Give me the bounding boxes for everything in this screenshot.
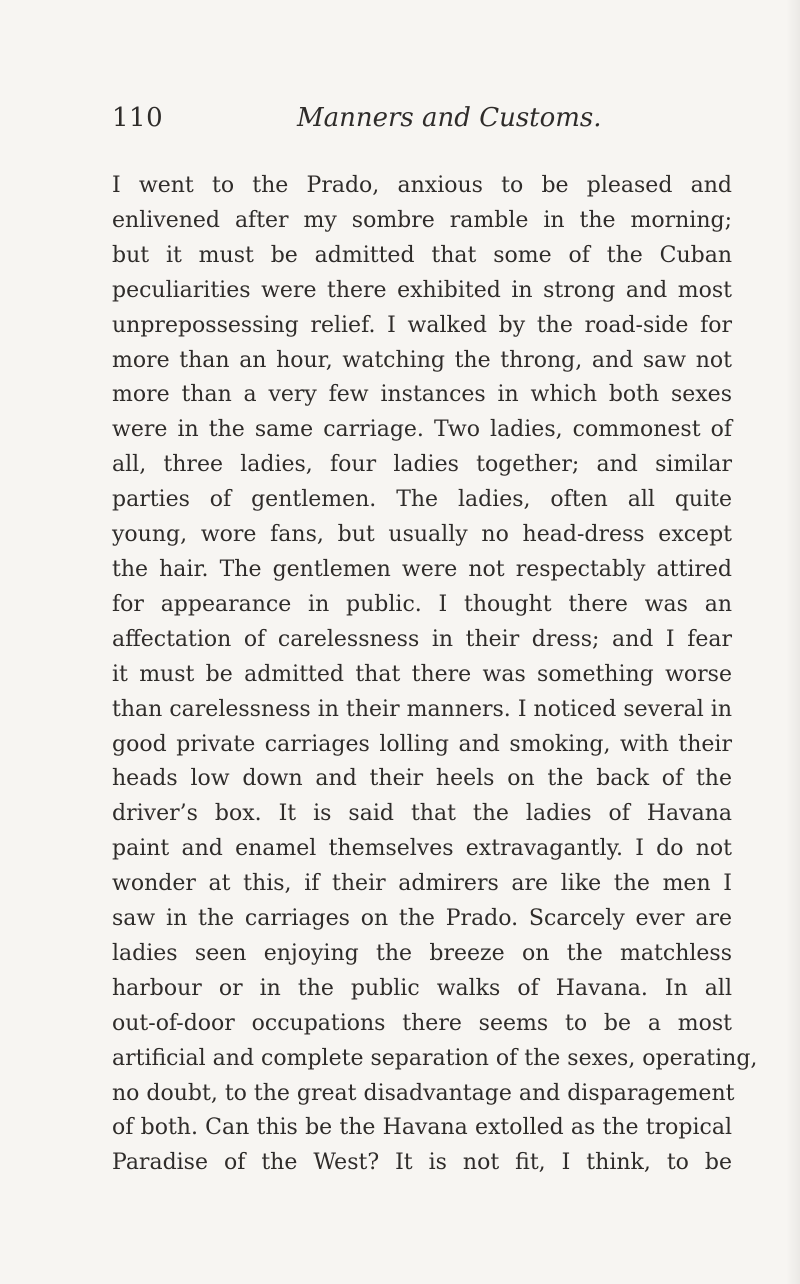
text-line: peculiarities were there exhibited in strong and most [112,277,732,303]
text-line: it must be admitted that there was something worse [112,661,732,687]
page-number: 110 [112,103,164,133]
text-line: saw in the carriages on the Prado. Scarcely ever are [112,906,732,932]
text-line: than carelessness in their manners. I noticed several in [112,696,732,722]
text-line: the hair. The gentlemen were not respectably attired [112,556,732,582]
text-line: all, three ladies, four ladies together; and similar [112,452,732,478]
page-header [112,103,732,143]
text-line: were in the same carriage. Two ladies, commonest of [112,417,732,443]
text-line: young, wore fans, but usually no head-dress except [112,522,732,548]
text-line: artificial and complete separation of the sexes, operating, [112,1045,758,1071]
text-line: Paradise of the West? It is not fit, I think, to be [112,1150,732,1176]
text-line: more than an hour, watching the throng, and saw not [112,347,732,373]
text-line: out-of-door occupations there seems to be a most [112,1010,732,1036]
text-line: of both. Can this be the Havana extolled as the tropical [112,1115,732,1141]
text-line: wonder at this, if their admirers are like the men I [112,871,732,897]
text-line: good private carriages lolling and smoking, with their [112,731,732,757]
text-line: driver’s box. It is said that the ladies of Havana [112,801,732,827]
text-line: affectation of carelessness in their dress; and I fear [112,626,732,652]
text-line: but it must be admitted that some of the Cuban [112,242,732,268]
text-line: more than a very few instances in which both sexes [112,382,732,408]
body-paragraph [112,169,758,1181]
text-line: no doubt, to the great disadvantage and disparagement [112,1080,735,1106]
running-title: Manners and Customs. [297,103,602,133]
text-line: I went to the Prado, anxious to be pleased and [112,173,732,198]
text-line: enlivened after my sombre ramble in the morning; [112,207,732,233]
text-line: ladies seen enjoying the breeze on the matchless [112,940,732,966]
text-line: unprepossessing relief. I walked by the road-side for [112,312,732,338]
text-line: parties of gentlemen. The ladies, often all quite [112,487,732,513]
text-line: harbour or in the public walks of Havana. In all [112,975,732,1001]
page-edge-shadow [786,0,800,1284]
text-line: for appearance in public. I thought there was an [112,591,732,617]
text-line: paint and enamel themselves extravagantly. I do not [112,836,732,862]
text-line: heads low down and their heels on the back of the [112,766,732,792]
